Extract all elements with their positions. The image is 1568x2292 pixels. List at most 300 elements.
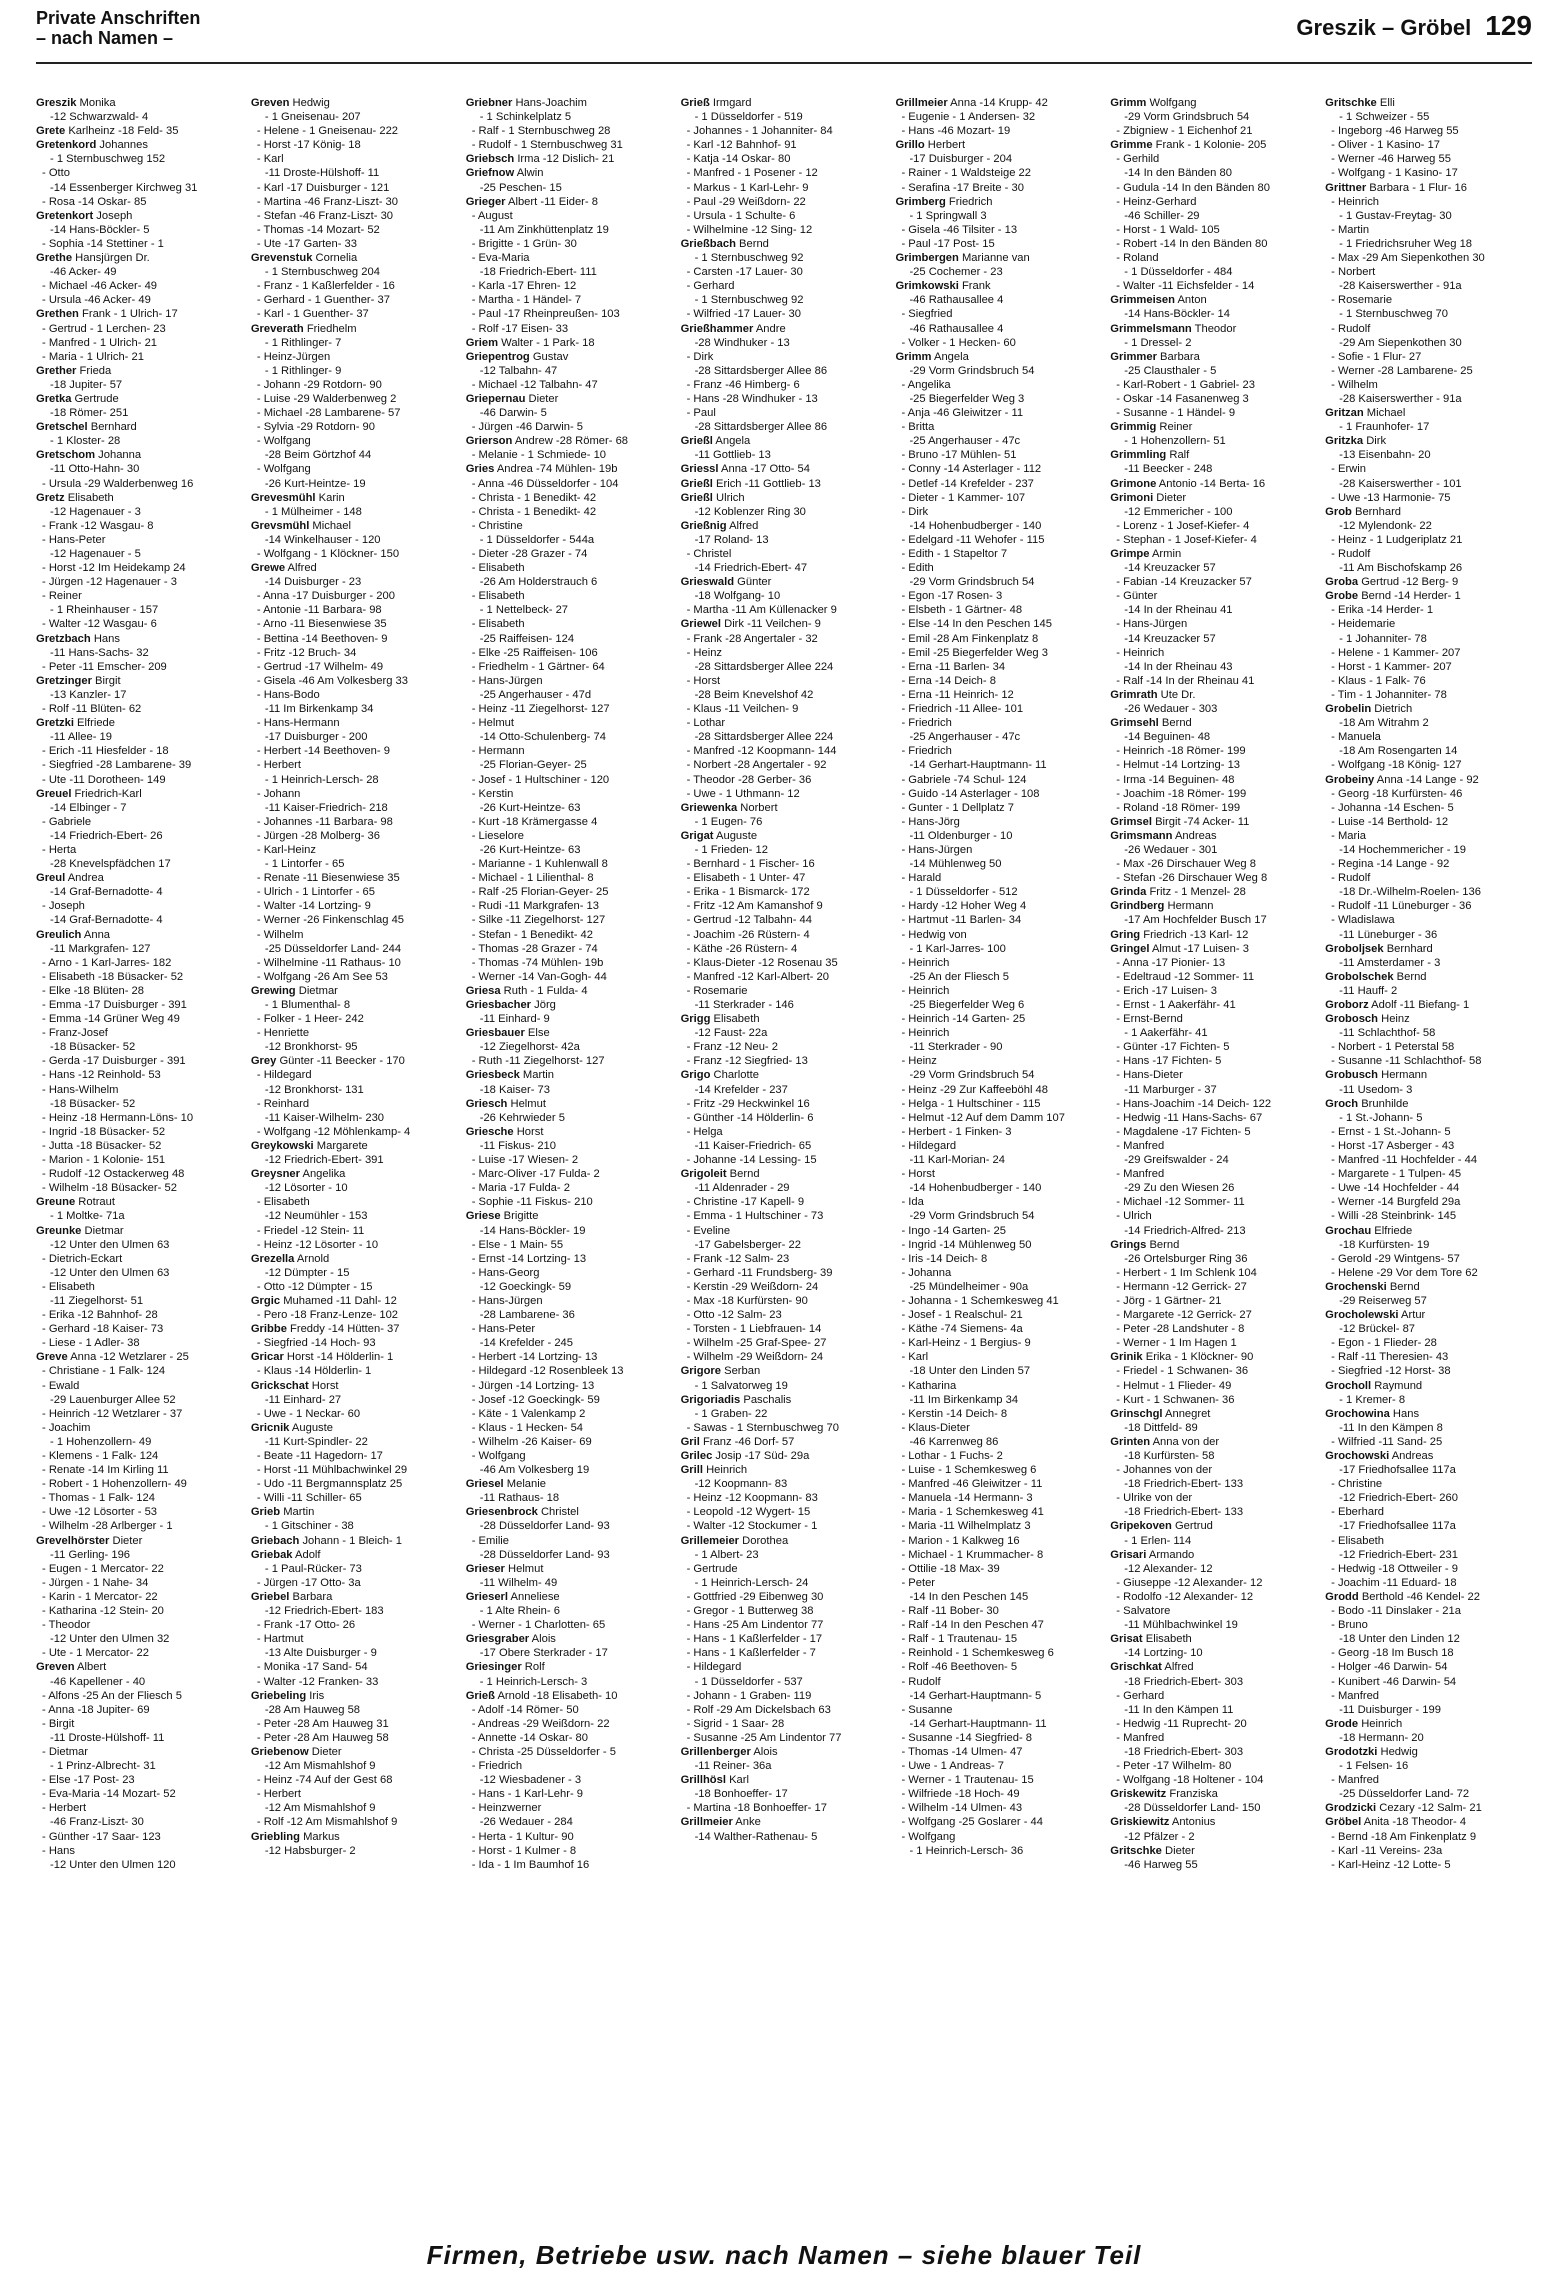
given-name-entry: - Antonie -11 Barbara- 98 [256, 604, 382, 617]
given-name-entry: - Michael -28 Lambarene- 57 [256, 407, 401, 420]
entry-details: Artur [1398, 1309, 1426, 1322]
entry-details: Gertrud -12 Berg- 9 [1358, 576, 1459, 589]
surname: Grimsmann [1110, 829, 1173, 842]
address-line: -17 Friedhofsallee 117a [1339, 1520, 1456, 1533]
address-line: -29 Am Siepenkothen 30 [1339, 336, 1462, 349]
surname: Griesbacher [465, 999, 532, 1011]
given-name-entry: - Karl-Heinz -12 Lotte- 5 [1331, 1858, 1451, 1871]
address-line: - 1 Albert- 23 [694, 1548, 759, 1561]
given-name-entry: - Walter -11 Eichsfelder - 14 [1116, 280, 1255, 293]
given-name-entry: - Erich -17 Luisen- 3 [1116, 984, 1218, 997]
given-name-entry: - Arno - 1 Karl-Jarres- 182 [42, 956, 172, 969]
address-line: -14 Kreuzacker 57 [1124, 632, 1216, 645]
surname: Greulich [36, 928, 82, 941]
surname: Grimme [1110, 139, 1153, 152]
given-name-entry: - Siegfried -12 Horst- 38 [1331, 1365, 1451, 1378]
address-line: -29 Reiserweg 57 [1339, 1294, 1427, 1307]
given-name-entry: - Melanie - 1 Schmiede- 10 [471, 449, 607, 462]
given-name-entry: - Ralf -11 Bober- 30 [901, 1605, 999, 1618]
given-name-entry: - Rosemarie [686, 984, 748, 997]
surname: Grimberg [895, 195, 946, 208]
surname: Grimm [895, 350, 932, 363]
entry-details: Hans-Joachim [512, 97, 587, 109]
entry-details: Dieter [1161, 1844, 1195, 1857]
given-name-entry: - Gertrud -17 Wilhelm- 49 [256, 660, 384, 673]
entry-details: Friedrich -13 Karl- 12 [1140, 928, 1249, 941]
entry-details: Hedwig [289, 97, 330, 109]
given-name-entry: - Wladislawa [1331, 914, 1395, 927]
given-name-entry: - Hans -28 Windhuker - 13 [686, 392, 818, 405]
address-line: -26 Kehrwieder 5 [479, 1111, 565, 1124]
surname: Grevenstuk [250, 252, 313, 265]
given-name-entry: - Karla -17 Ehren- 12 [471, 280, 577, 293]
address-line: -17 Gabelsberger- 22 [694, 1238, 801, 1251]
address-line: -13 Alte Duisburger - 9 [264, 1647, 377, 1660]
surname: Grimone [1110, 477, 1157, 490]
surname-entry [1110, 420, 1317, 434]
address-line: -14 Hohenbudberger - 140 [909, 519, 1042, 532]
address-line: -11 Kaiser-Friedrich- 218 [264, 801, 388, 814]
address-line: - 1 Blumenthal- 8 [264, 999, 351, 1011]
given-name-entry: - Fritz -12 Bruch- 34 [256, 646, 357, 659]
entry-details: Serban [721, 1365, 761, 1378]
surname-entry [1325, 1717, 1532, 1731]
entry-details: Dietmar [295, 984, 338, 997]
given-name-entry: - Ingrid -18 Büsacker- 52 [42, 1125, 166, 1138]
address-line: -14 Gerhart-Hauptmann- 5 [909, 1689, 1042, 1702]
surname: Grimmer [1110, 350, 1157, 363]
given-name-entry: - Rudolf - 1 Sternbuschweg 31 [471, 139, 623, 152]
surname-entry [251, 251, 458, 265]
address-line: - 1 Prinz-Albrecht- 31 [50, 1760, 156, 1773]
given-name-entry: - Horst [901, 1168, 935, 1181]
entry-details: Barbara - 1 Flur- 16 [1366, 181, 1467, 194]
surname: Gretenkort [36, 209, 94, 222]
surname-entry [251, 1505, 458, 1519]
surname: Gretschel [36, 421, 88, 434]
given-name-entry: - Helga - 1 Hultschiner - 115 [901, 1097, 1041, 1110]
surname-entry [466, 1026, 673, 1040]
address-line: -11 Einhard- 9 [479, 1013, 550, 1026]
address-line: - 1 Gustav-Freytag- 30 [1339, 209, 1452, 222]
given-name-entry: - Joachim [42, 1421, 91, 1434]
address-line: -11 Schlachthof- 58 [1339, 1027, 1436, 1040]
given-name-entry: - Hans-Peter [471, 1323, 536, 1336]
address-line: - 1 Düsseldorfer - 537 [694, 1675, 803, 1688]
surname: Grochowski [1325, 1450, 1390, 1462]
given-name-entry: - Anja -46 Gleiwitzer - 11 [901, 407, 1024, 420]
given-name-entry: - Heinrich -12 Wetzlarer - 37 [42, 1407, 183, 1420]
given-name-entry: - Uwe -14 Hochfelder - 44 [1331, 1182, 1460, 1195]
surname: Grewe [250, 562, 286, 575]
surname-entry [1110, 1815, 1317, 1829]
directory-column [1325, 96, 1532, 2146]
surname-entry [251, 491, 458, 505]
entry-details: Michael [309, 519, 351, 532]
footer-note: Firmen, Betriebe usw. nach Namen – siehe blauer Teil [426, 2240, 1142, 2270]
given-name-entry: - Gunter - 1 Dellplatz 7 [901, 801, 1014, 814]
address-line: - 1 Düsseldorfer - 512 [909, 886, 1018, 899]
surname-entry [36, 448, 243, 462]
address-line: -25 Biegerfelder Weg 3 [909, 392, 1025, 405]
given-name-entry: - Ralf -14 In der Rheinau 41 [1116, 674, 1255, 687]
entry-details: Ruth - 1 Fulda- 4 [500, 984, 588, 997]
given-name-entry: - Wilhelmine -12 Sing- 12 [686, 223, 813, 236]
address-line: -14 Friedrich-Alfred- 213 [1124, 1224, 1246, 1237]
given-name-entry: - Jörg - 1 Gärtner- 21 [1116, 1294, 1222, 1307]
given-name-entry: - Carsten -17 Lauer- 30 [686, 266, 803, 279]
address-line: - 1 Gneisenau- 207 [264, 111, 361, 124]
surname: Grodzicki [1325, 1802, 1377, 1815]
surname-entry [251, 561, 458, 575]
address-line: - 1 Kremer- 8 [1339, 1393, 1406, 1406]
address-line: - 1 St.-Johann- 5 [1339, 1111, 1423, 1124]
address-line: -18 Dr.-Wilhelm-Roelen- 136 [1339, 886, 1481, 899]
entry-details: Friedhelm [303, 322, 357, 335]
given-name-entry: - Heidemarie [1331, 618, 1396, 631]
address-line: -12 Talbahn- 47 [479, 364, 558, 377]
surname: Gretschom [36, 449, 96, 462]
surname-entry [1325, 702, 1532, 716]
address-line: - 1 Schweizer - 55 [1339, 111, 1430, 124]
given-name-entry: - Gabriele [42, 815, 92, 828]
given-name-entry: - Giuseppe -12 Alexander- 12 [1116, 1576, 1263, 1589]
entry-details: Auguste [713, 829, 758, 842]
entry-details: Albert -11 Eider- 8 [505, 195, 598, 208]
given-name-entry: - Pero -18 Franz-Lenze- 102 [256, 1309, 399, 1322]
given-name-entry: - Marion - 1 Kolonie- 151 [42, 1154, 166, 1167]
given-name-entry: - Joachim -11 Eduard- 18 [1331, 1576, 1457, 1589]
given-name-entry: - Ralf - 1 Sternbuschweg 28 [471, 125, 611, 138]
given-name-entry: - Erna -11 Heinrich- 12 [901, 688, 1014, 701]
given-name-entry: - Josef -12 Goeckingk- 59 [471, 1393, 600, 1406]
surname-entry [1325, 1012, 1532, 1026]
given-name-entry: - Susanne -25 Am Lindentor 77 [686, 1731, 842, 1744]
address-line: -11 Gerling- 196 [50, 1548, 131, 1561]
given-name-entry: - Karl-Robert - 1 Gabriel- 23 [1116, 378, 1255, 391]
given-name-entry: - Jürgen -12 Hagenauer - 3 [42, 576, 177, 589]
given-name-entry: - Käte - 1 Valenkamp 2 [471, 1407, 586, 1420]
address-line: -26 Wedauer - 284 [479, 1816, 573, 1829]
given-name-entry: - Uwe -12 Lösorter - 53 [42, 1506, 158, 1519]
given-name-entry: - Heinz -11 Ziegelhorst- 127 [471, 703, 610, 716]
surname-entry [36, 138, 243, 152]
given-name-entry: - Manuela -14 Hermann- 3 [901, 1492, 1033, 1505]
address-line: - 1 Lintorfer - 65 [264, 858, 345, 871]
address-line: - 1 Mülheimer - 148 [264, 505, 362, 518]
entry-details: Andrea [65, 872, 104, 885]
address-line: -25 Angerhauser - 47c [909, 731, 1021, 744]
given-name-entry: - Else - 1 Main- 55 [471, 1238, 564, 1251]
given-name-entry: - Ida - 1 Im Baumhof 16 [471, 1858, 590, 1871]
surname: Grischkat [1110, 1661, 1162, 1674]
given-name-entry: - Regina -14 Lange - 92 [1331, 858, 1450, 871]
surname-entry [466, 1068, 673, 1082]
address-line: -28 Sittardsberger Allee 224 [694, 731, 834, 744]
given-name-entry: - Hartmut [256, 1633, 304, 1646]
surname-entry [1325, 96, 1532, 110]
given-name-entry: - Peter -28 Am Hauweg 58 [256, 1731, 389, 1744]
surname: Gricnik [250, 1421, 290, 1434]
given-name-entry: - Walter -12 Wasgau- 6 [42, 618, 157, 631]
surname: Grimsehl [1110, 717, 1159, 730]
given-name-entry: - Werner - 1 Im Hagen 1 [1116, 1337, 1237, 1350]
given-name-entry: - Heinz [901, 1055, 937, 1068]
surname: Griesel [465, 1478, 504, 1491]
given-name-entry: - Robert -14 In den Bänden 80 [1116, 237, 1268, 250]
surname: Greven [250, 97, 290, 109]
surname-entry [251, 1167, 458, 1181]
address-line: -12 Unter den Ulmen 32 [50, 1633, 170, 1646]
surname: Greysner [250, 1168, 300, 1181]
entry-details: Jörg [531, 999, 556, 1011]
surname-entry [466, 1097, 673, 1111]
entry-details: Martin [280, 1506, 315, 1519]
surname: Grillenberger [680, 1745, 751, 1758]
given-name-entry: - Walter -12 Stockumer - 1 [686, 1520, 818, 1533]
entry-details: Karin [315, 491, 345, 504]
surname-entry [681, 801, 888, 815]
given-name-entry: - Herbert [256, 1788, 301, 1801]
address-line: -26 Kurt-Heintze- 63 [479, 843, 581, 856]
given-name-entry: - Willi -28 Steinbrink- 145 [1331, 1210, 1457, 1223]
given-name-entry: - Heinrich [1116, 646, 1165, 659]
given-name-entry: - Ralf -25 Florian-Geyer- 25 [471, 886, 609, 899]
surname: Grob [1325, 505, 1352, 518]
surname-entry [466, 195, 673, 209]
given-name-entry: - Liese - 1 Adler- 38 [42, 1337, 140, 1350]
address-line: -25 Düsseldorfer Land- 244 [264, 942, 402, 955]
given-name-entry: - Christa -25 Düsseldorfer - 5 [471, 1745, 616, 1758]
address-line: -12 Bronkhorst- 131 [264, 1083, 364, 1096]
entry-details: Irma -12 Dislich- 21 [514, 153, 615, 166]
surname-entry [466, 152, 673, 166]
address-line: -28 Sittardsberger Allee 224 [694, 660, 834, 673]
surname-entry [36, 716, 243, 730]
address-line: -17 Duisburger - 200 [264, 731, 368, 744]
address-line: - 1 Kloster- 28 [50, 435, 121, 448]
surname: Griesch [465, 1097, 508, 1110]
surname: Gretzbach [36, 632, 91, 645]
given-name-entry: - Hans [42, 1844, 75, 1857]
surname-entry [466, 1689, 673, 1703]
given-name-entry: - Heinrich [901, 984, 950, 997]
surname-entry [36, 1195, 243, 1209]
given-name-entry: - Christiane - 1 Falk- 124 [42, 1365, 166, 1378]
surname-entry [681, 1449, 888, 1463]
address-line: - 1 Düsseldorfer - 484 [1124, 266, 1233, 279]
given-name-entry: - Gabriele -74 Schul- 124 [901, 773, 1027, 786]
given-name-entry: - Ida [901, 1196, 924, 1209]
address-line: -11 Aldenrader - 29 [694, 1182, 790, 1195]
given-name-entry: - Dirk [901, 505, 929, 518]
address-line: - 1 Paul-Rücker- 73 [264, 1562, 362, 1575]
given-name-entry: - Herta - 1 Kultur- 90 [471, 1830, 574, 1843]
address-line: -18 Kurfürsten- 19 [1339, 1238, 1430, 1251]
entry-details: Hans [1389, 1407, 1420, 1420]
surname: Grisat [1110, 1633, 1143, 1646]
given-name-entry: - Martha -11 Am Küllenacker 9 [686, 604, 837, 617]
address-line: - 1 Heinrich-Lersch- 3 [479, 1675, 588, 1688]
address-line: - 1 Düsseldorfer - 544a [479, 533, 595, 546]
given-name-entry: - Christel [686, 548, 732, 560]
address-line: -11 Reiner- 36a [694, 1760, 772, 1773]
given-name-entry: - Hildegard [901, 1139, 957, 1152]
surname: Grimm [1110, 97, 1147, 109]
surname: Grießl [680, 435, 713, 448]
given-name-entry: - Karl [901, 1351, 929, 1364]
given-name-entry: - Georg -18 Kurfürsten- 46 [1331, 787, 1463, 800]
address-line: -26 Wedauer - 301 [1124, 843, 1218, 856]
surname-entry [36, 871, 243, 885]
entry-details: Johannes [96, 139, 148, 152]
given-name-entry: - Friedrich -11 Allee- 101 [901, 703, 1024, 716]
given-name-entry: - Kurt - 1 Schwanen- 36 [1116, 1393, 1235, 1406]
surname: Grezella [250, 1252, 295, 1265]
given-name-entry: - Karl -12 Bahnhof- 91 [686, 139, 797, 152]
surname: Grethe [36, 252, 73, 265]
given-name-entry: - Herbert [42, 1802, 87, 1815]
given-name-entry: - Thomas -14 Mozart- 52 [256, 223, 380, 236]
given-name-entry: - Thomas - 1 Falk- 124 [42, 1492, 155, 1505]
entry-details: Andrew -28 Römer- 68 [512, 435, 629, 448]
given-name-entry: - Bettina -14 Beethoven- 9 [256, 632, 388, 645]
given-name-entry: - Sofie - 1 Flur- 27 [1331, 350, 1422, 363]
address-line: -11 Lüneburger - 36 [1339, 928, 1438, 941]
section-title-line1: Private Anschriften [36, 8, 201, 28]
entry-details: Ute Dr. [1157, 688, 1196, 701]
surname-entry [1110, 1519, 1317, 1533]
given-name-entry: - Karl -17 Duisburger - 121 [256, 181, 390, 194]
given-name-entry: - Heinz -74 Auf der Gest 68 [256, 1774, 393, 1787]
address-line: -11 Oldenburger - 10 [909, 829, 1013, 842]
surname-entry [251, 1745, 458, 1759]
entry-details: Raymund [1371, 1379, 1423, 1392]
address-line: -14 In den Peschen 145 [909, 1590, 1029, 1603]
address-line: -17 Roland- 13 [694, 533, 769, 546]
given-name-entry: - Wolfgang -26 Am See 53 [256, 970, 388, 983]
address-line: - 1 Heinrich-Lersch- 24 [694, 1576, 809, 1589]
given-name-entry: - Robert - 1 Hohenzollern- 49 [42, 1478, 187, 1491]
entry-details: Cezary -12 Salm- 21 [1376, 1802, 1482, 1815]
entry-details: Elfriede [1371, 1224, 1413, 1237]
surname: Grobolschek [1325, 970, 1394, 983]
given-name-entry: - Iris -14 Deich- 8 [901, 1252, 988, 1265]
entry-details: Frank - 1 Kolonie- 205 [1152, 139, 1267, 152]
given-name-entry: - Hans-Jürgen [1116, 618, 1188, 631]
address-line: -18 Am Witrahm 2 [1339, 717, 1429, 730]
surname: Griebel [250, 1590, 290, 1603]
surname: Grode [1325, 1717, 1359, 1730]
address-line: -14 Hohenbudberger - 140 [909, 1182, 1042, 1195]
given-name-entry: - Heinrich -18 Römer- 199 [1116, 745, 1246, 758]
given-name-entry: - Ralf -11 Theresien- 43 [1331, 1351, 1449, 1364]
given-name-entry: - Wolfgang [471, 1450, 526, 1462]
surname-entry [1110, 928, 1317, 942]
given-name-entry: - Hardy -12 Hoher Weg 4 [901, 900, 1027, 913]
given-name-entry: - Hans - 1 Karl-Lehr- 9 [471, 1788, 584, 1801]
surname: Greverath [250, 322, 304, 335]
given-name-entry: - Elisabeth -18 Büsacker- 52 [42, 970, 184, 983]
given-name-entry: - Erwin [1331, 463, 1366, 476]
given-name-entry: - Kunibert -46 Darwin- 54 [1331, 1675, 1457, 1688]
address-line: -11 Beecker - 248 [1124, 463, 1213, 476]
entry-details: Dorothea [739, 1534, 789, 1547]
address-line: -14 Friedrich-Ebert- 26 [50, 829, 163, 842]
given-name-entry: - Peter -28 Landshuter - 8 [1116, 1323, 1245, 1336]
entry-details: Alfred [726, 519, 759, 532]
surname-entry [36, 632, 243, 646]
given-name-entry: - Jutta -18 Büsacker- 52 [42, 1139, 162, 1152]
given-name-entry: - Elisabeth [256, 1196, 310, 1209]
given-name-entry: - Jürgen -17 Otto- 3a [256, 1576, 361, 1589]
surname-entry [1325, 1407, 1532, 1421]
given-name-entry: - Manfred -12 Karl-Albert- 20 [686, 970, 829, 983]
given-name-entry: - Herbert [256, 759, 301, 772]
address-line: -12 Brückel- 87 [1339, 1323, 1416, 1336]
surname-entry [466, 1505, 673, 1519]
address-line: -14 Essenberger Kirchweg 31 [50, 181, 198, 194]
given-name-entry: - Manfred [1116, 1168, 1165, 1181]
surname: Grimmelsmann [1110, 322, 1192, 335]
entry-details: Birgit -74 Acker- 11 [1151, 815, 1250, 828]
given-name-entry: - Hans-Joachim -14 Deich- 122 [1116, 1097, 1272, 1110]
given-name-entry: - Wolfgang - 1 Klöckner- 150 [256, 548, 400, 560]
given-name-entry: - Siegfried -14 Hoch- 93 [256, 1337, 376, 1350]
surname: Groch [1325, 1097, 1359, 1110]
surname: Grether [36, 364, 77, 377]
given-name-entry: - Heinz-Jürgen [256, 350, 331, 363]
given-name-entry: - Martina -18 Bonhoeffer- 17 [686, 1802, 827, 1815]
given-name-entry: - Stephan - 1 Josef-Kiefer- 4 [1116, 533, 1257, 546]
surname: Grgic [250, 1294, 281, 1307]
given-name-entry: - Friedrich [901, 745, 952, 758]
given-name-entry: - Gerhard -18 Kaiser- 73 [42, 1323, 164, 1336]
given-name-entry: - Gertrude [686, 1562, 738, 1575]
surname-entry [1325, 406, 1532, 420]
entry-details: Friedrich [945, 195, 993, 208]
given-name-entry: - Karl - 1 Guenther- 37 [256, 308, 369, 321]
surname: Grochau [1325, 1224, 1372, 1237]
given-name-entry: - Hans - 1 Kaßlerfelder - 7 [686, 1647, 816, 1660]
surname-entry [681, 829, 888, 843]
given-name-entry: - Helene - 1 Kammer- 207 [1331, 646, 1461, 659]
surname-entry [36, 307, 243, 321]
given-name-entry: - Elisabeth [42, 1280, 95, 1293]
surname-entry [466, 998, 673, 1012]
address-line: - 1 Johanniter- 78 [1339, 632, 1427, 645]
surname-entry [36, 928, 243, 942]
given-name-entry: - Lorenz - 1 Josef-Kiefer- 4 [1116, 519, 1250, 532]
given-name-entry: - Marianne - 1 Kuhlenwall 8 [471, 858, 608, 871]
address-line: -18 Hermann- 20 [1339, 1731, 1424, 1744]
given-name-entry: - Fabian -14 Kreuzacker 57 [1116, 576, 1252, 589]
entry-details: Hans [90, 632, 120, 645]
address-line: -26 Kurt-Heintze- 19 [264, 477, 366, 490]
entry-details: Alfred [1161, 1661, 1194, 1674]
given-name-entry: - Ingrid -14 Mühlenweg 50 [901, 1238, 1032, 1251]
given-name-entry: - Hedwig -18 Ottweiler - 9 [1331, 1562, 1458, 1575]
given-name-entry: - Paul -17 Rheinpreußen- 103 [471, 308, 620, 321]
given-name-entry: - Werner -28 Lambarene- 25 [1331, 364, 1473, 377]
given-name-entry: - Werner -26 Finkenschlag 45 [256, 914, 405, 927]
entry-details: Margarete [313, 1139, 368, 1152]
surname-entry [251, 1590, 458, 1604]
entry-details: Arnold -18 Elisabeth- 10 [494, 1689, 618, 1702]
surname-entry [1325, 1280, 1532, 1294]
given-name-entry: - Friedhelm - 1 Gärtner- 64 [471, 660, 605, 673]
surname-entry [466, 1125, 673, 1139]
